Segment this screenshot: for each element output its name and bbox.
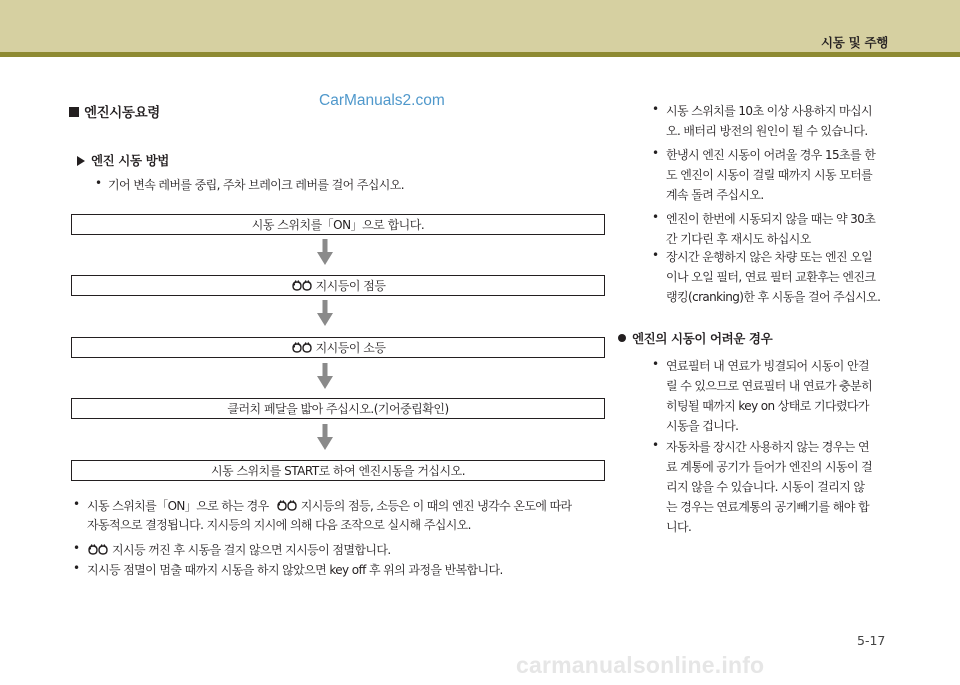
chapter-title: 시동 및 주행 — [821, 35, 888, 50]
bullet-dot: • — [652, 210, 660, 224]
right-heading-text: 엔진의 시동이 어려운 경우 — [632, 331, 773, 346]
header-band — [0, 0, 960, 52]
right-bullet-5-line-4: 시동을 겁니다. — [666, 419, 739, 433]
watermark-carmanualsonline: carmanualsonline.info — [516, 652, 765, 678]
right-bullet-2-line-3: 계속 돌려 주십시오. — [666, 188, 764, 202]
header-rule — [0, 52, 960, 57]
right-bullet-6-line-3: 리지 않을 수 있습니다. 시동이 걸리지 않 — [666, 480, 865, 494]
right-bullet-2-line-1: 한냉시 엔진 시동이 어려울 경우 15초를 한 — [666, 148, 876, 162]
right-bullet-2-line-2: 도 엔진이 시동이 걸릴 때까지 시동 모터를 — [666, 168, 873, 182]
bullet-dot: • — [652, 438, 660, 452]
down-arrow-icon — [317, 424, 333, 450]
down-arrow-icon — [317, 300, 333, 326]
section-title — [69, 101, 160, 121]
right-bullet-4-line-3: 랭킹(cranking)한 후 시동을 걸어 주십시오. — [666, 290, 881, 304]
flow-step-5: 시동 스위치를 START로 하여 엔진시동을 거십시오. — [71, 460, 605, 481]
section-title-text: 엔진시동요령 — [84, 105, 160, 121]
note-1-part-2: 지시등의 점등, 소등은 이 때의 엔진 냉각수 온도에 따라 — [300, 499, 572, 513]
right-bullet-5-line-3: 히팅될 때까지 key on 상태로 기다렸다가 — [666, 399, 869, 413]
sub-title — [77, 151, 169, 169]
flow-step-1: 시동 스위치를「ON」으로 합니다. — [71, 214, 605, 235]
right-bullet-1-line-1: 시동 스위치를 10초 이상 사용하지 마십시 — [666, 104, 873, 118]
right-heading — [618, 329, 772, 347]
glow-plug-icon — [87, 544, 109, 556]
page-number: 5-17 — [857, 633, 886, 648]
right-bullet-5-line-2: 릴 수 있으므로 연료필터 내 연료가 충분히 — [666, 379, 873, 393]
right-bullet-6-line-2: 료 계통에 공기가 들어가 엔진의 시동이 걸 — [666, 460, 873, 474]
down-arrow-icon — [317, 239, 333, 265]
glow-plug-icon — [291, 280, 313, 292]
right-bullet-4-line-1: 장시간 운행하지 않은 차량 또는 엔진 오일 — [666, 250, 873, 264]
watermark-carmanuals: CarManuals2.com — [319, 92, 445, 109]
triangle-bullet-icon — [77, 156, 85, 166]
right-bullet-5-line-1: 연료필터 내 연료가 빙결되어 시동이 안걸 — [666, 359, 869, 373]
bullet-dot: • — [652, 357, 660, 371]
sub-title-text: 엔진 시동 방법 — [91, 153, 169, 168]
note-3: 지시등 점멸이 멈출 때까지 시동을 하지 않았으면 key off 후 위의 과정을 반복합니다. — [87, 563, 503, 577]
note-1-part-1: 시동 스위치를「ON」으로 하는 경우 — [87, 499, 269, 513]
right-bullet-6-line-4: 는 경우는 연료계통의 공기빼기를 해야 합 — [666, 500, 869, 514]
glow-plug-icon — [276, 500, 298, 512]
bullet-dot: • — [73, 497, 81, 511]
flow-step-3 — [71, 337, 605, 358]
flow-step-4: 클러치 페달을 밟아 주십시오.(기어중립확인) — [71, 398, 605, 419]
bullet-dot: • — [73, 541, 81, 555]
note-1-line-2: 자동적으로 결정됩니다. 지시등의 지시에 의해 다음 조작으로 실시해 주십시오. — [87, 518, 471, 532]
bullet-dot: • — [652, 248, 660, 262]
note-2-text: 지시등 꺼진 후 시동을 걸지 않으면 지시등이 점멸합니다. — [112, 543, 391, 557]
circle-bullet-icon — [618, 334, 626, 342]
right-bullet-6-line-1: 자동차를 장시간 사용하지 않는 경우는 연 — [666, 440, 869, 454]
right-bullet-3-line-1: 엔진이 한번에 시동되지 않을 때는 약 30초 — [666, 212, 876, 226]
right-bullet-1-line-2: 오. 배터리 방전의 원인이 될 수 있습니다. — [666, 124, 868, 138]
bullet-dot: • — [95, 176, 103, 190]
right-bullet-6-line-5: 니다. — [666, 520, 692, 534]
down-arrow-icon — [317, 363, 333, 389]
right-bullet-3-line-2: 간 기다린 후 재시도 하십시오 — [666, 232, 811, 246]
bullet-dot: • — [652, 102, 660, 116]
right-bullet-4-line-2: 이나 오일 필터, 연료 필터 교환후는 엔진크 — [666, 270, 876, 284]
flow-step-3-text: 지시등이 소등 — [315, 341, 386, 355]
note-1-line-1 — [87, 497, 572, 514]
note-2 — [87, 541, 391, 558]
intro-bullet: 기어 변속 레버를 중립, 주차 브레이크 레버를 걸어 주십시오. — [108, 178, 404, 192]
glow-plug-icon — [291, 342, 313, 354]
flow-step-2-text: 지시등이 점등 — [315, 279, 386, 293]
square-bullet-icon — [69, 107, 79, 117]
flow-step-2 — [71, 275, 605, 296]
bullet-dot: • — [73, 561, 81, 575]
bullet-dot: • — [652, 146, 660, 160]
